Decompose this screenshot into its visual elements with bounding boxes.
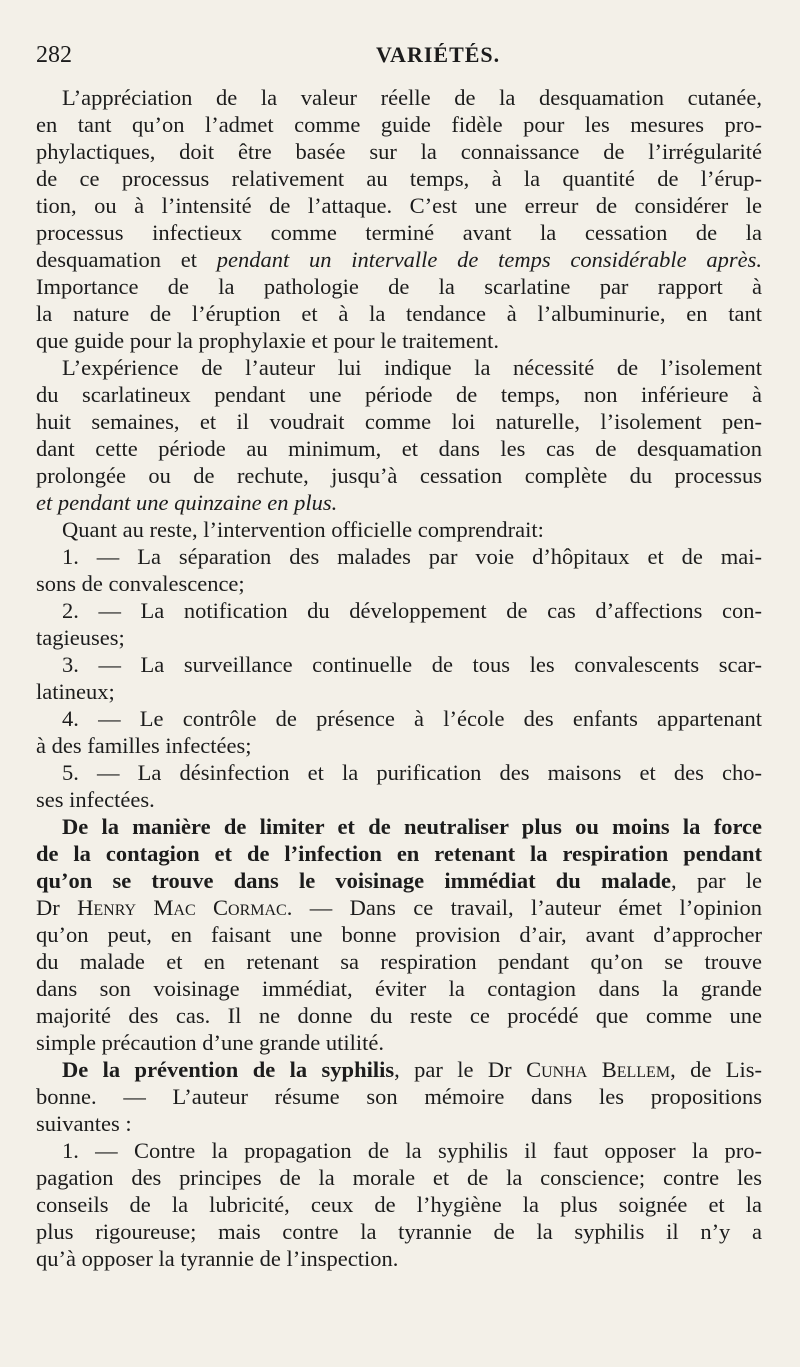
- text-segment: , par le: [671, 868, 762, 893]
- text-line: [36, 138, 762, 165]
- text-segment: 3. — La surveillance continuelle de tous les convalescents scar-: [62, 652, 762, 677]
- running-head: VARIÉTÉS.: [376, 42, 501, 67]
- text-segment: latineux;: [36, 679, 115, 704]
- text-line: [36, 462, 762, 489]
- text-segment: à des familles infectées;: [36, 733, 252, 758]
- text-segment: L’expérience de l’auteur lui indique la nécessité de l’isolement: [62, 355, 762, 380]
- text-line: [36, 894, 762, 921]
- text-segment: tion, ou à l’intensité de l’attaque. C’est une erreur de considérer le: [36, 193, 762, 218]
- text-line: [36, 759, 762, 786]
- page-header: [36, 42, 760, 72]
- text-segment: pagation des principes de la morale et de la conscience; contre les: [36, 1165, 762, 1190]
- text-line: [36, 1083, 762, 1110]
- text-line: [36, 570, 762, 597]
- text-segment: pendant un intervalle de temps considérable après.: [216, 247, 762, 272]
- text-segment: qu’on se trouve dans le voisinage immédiat du malade: [36, 868, 671, 893]
- text-segment: huit semaines, et il voudrait comme loi naturelle, l’isolement pen-: [36, 409, 762, 434]
- text-segment: du scarlatineux pendant une période de temps, non inférieure à: [36, 382, 762, 407]
- text-segment: conseils de la lubricité, ceux de l’hygiène la plus soignée et la: [36, 1192, 762, 1217]
- text-segment: 5. — La désinfection et la purification des maisons et des cho-: [62, 760, 762, 785]
- text-line: [36, 1056, 762, 1083]
- text-line: [36, 219, 762, 246]
- text-segment: . — Dans ce travail, l’auteur émet l’opinion: [286, 895, 762, 920]
- text-segment: phylactiques, doit être basée sur la connaissance de l’irrégularité: [36, 139, 762, 164]
- text-line: [36, 435, 762, 462]
- text-line: [36, 813, 762, 840]
- paragraph: [36, 84, 762, 354]
- text-line: [36, 840, 762, 867]
- text-segment: bonne. — L’auteur résume son mémoire dans les propositions: [36, 1084, 762, 1109]
- text-line: [36, 381, 762, 408]
- text-segment: prolongée ou de rechute, jusqu’à cessation complète du processus: [36, 463, 762, 488]
- paragraph: [36, 354, 762, 516]
- text-line: [36, 543, 762, 570]
- text-segment: qu’on peut, en faisant une bonne provision d’air, avant d’approcher: [36, 922, 762, 947]
- paragraph: [36, 759, 762, 813]
- text-line: [36, 1137, 762, 1164]
- text-segment: dans son voisinage immédiat, éviter la contagion dans la grande: [36, 976, 762, 1001]
- text-line: [36, 354, 762, 381]
- text-line: [36, 921, 762, 948]
- text-segment: suivantes :: [36, 1111, 132, 1136]
- text-line: [36, 84, 762, 111]
- text-line: [36, 327, 762, 354]
- text-segment: 2. — La notification du développement de cas d’affections con-: [62, 598, 762, 623]
- paragraph: [36, 516, 762, 543]
- text-segment: du malade et en retenant sa respiration pendant qu’on se trouve: [36, 949, 762, 974]
- text-line: [36, 273, 762, 300]
- text-line: [36, 165, 762, 192]
- text-segment: Dr: [36, 895, 78, 920]
- text-segment: Cunha Bellem: [526, 1057, 671, 1082]
- text-segment: simple précaution d’une grande utilité.: [36, 1030, 385, 1055]
- text-segment: , par le Dr: [394, 1057, 527, 1082]
- text-segment: la nature de l’éruption et à la tendance à l’albuminurie, en tant: [36, 301, 762, 326]
- text-line: [36, 111, 762, 138]
- text-line: [36, 408, 762, 435]
- text-line: [36, 597, 762, 624]
- text-segment: 1. — La séparation des malades par voie d’hôpitaux et de mai-: [62, 544, 762, 569]
- page-number: 282: [36, 42, 72, 68]
- text-line: [36, 192, 762, 219]
- text-segment: en tant qu’on l’admet comme guide fidèle pour les mesures pro-: [36, 112, 762, 137]
- text-segment: que guide pour la prophylaxie et pour le traitement.: [36, 328, 499, 353]
- text-segment: de la contagion et de l’infection en retenant la respiration pendant: [36, 841, 762, 866]
- text-line: [36, 1002, 762, 1029]
- body-text: [36, 84, 762, 1272]
- text-line: [36, 948, 762, 975]
- text-line: [36, 1110, 762, 1137]
- text-line: [36, 678, 762, 705]
- text-segment: sons de convalescence;: [36, 571, 245, 596]
- text-line: [36, 867, 762, 894]
- paragraph: [36, 651, 762, 705]
- text-segment: processus infectieux comme terminé avant la cessation de la: [36, 220, 762, 245]
- paragraph: [36, 1056, 762, 1137]
- text-segment: desquamation et: [36, 247, 217, 272]
- text-line: [36, 732, 762, 759]
- text-line: [36, 651, 762, 678]
- text-segment: majorité des cas. Il ne donne du reste ce procédé que comme une: [36, 1003, 762, 1028]
- text-line: [36, 786, 762, 813]
- text-segment: et pendant une quinzaine en plus.: [36, 490, 338, 515]
- text-line: [36, 516, 762, 543]
- text-segment: De la manière de limiter et de neutraliser plus ou moins la force: [62, 814, 762, 839]
- text-line: [36, 1164, 762, 1191]
- text-segment: qu’à opposer la tyrannie de l’inspection.: [36, 1246, 399, 1271]
- text-line: [36, 705, 762, 732]
- text-segment: , de Lis-: [670, 1057, 762, 1082]
- text-line: [36, 1029, 762, 1056]
- text-segment: 4. — Le contrôle de présence à l’école des enfants appartenant: [62, 706, 762, 731]
- text-segment: Importance de la pathologie de la scarlatine par rapport à: [36, 274, 762, 299]
- text-line: [36, 1218, 762, 1245]
- text-segment: plus rigoureuse; mais contre la tyrannie de la syphilis il n’y a: [36, 1219, 762, 1244]
- paragraph: [36, 705, 762, 759]
- text-segment: de ce processus relativement au temps, à la quantité de l’érup-: [36, 166, 762, 191]
- paragraph: [36, 813, 762, 1056]
- text-segment: dant cette période au minimum, et dans les cas de desquamation: [36, 436, 762, 461]
- text-line: [36, 246, 762, 273]
- text-segment: L’appréciation de la valeur réelle de la desquamation cutanée,: [62, 85, 762, 110]
- paragraph: [36, 597, 762, 651]
- text-segment: Henry Mac Cormac: [77, 895, 287, 920]
- text-line: [36, 624, 762, 651]
- text-line: [36, 300, 762, 327]
- text-line: [36, 975, 762, 1002]
- text-segment: ses infectées.: [36, 787, 155, 812]
- text-segment: 1. — Contre la propagation de la syphilis il faut opposer la pro-: [62, 1138, 762, 1163]
- text-segment: tagieuses;: [36, 625, 125, 650]
- text-line: [36, 489, 762, 516]
- text-segment: Quant au reste, l’intervention officielle comprendrait:: [62, 517, 544, 542]
- text-segment: De la prévention de la syphilis: [62, 1057, 395, 1082]
- paragraph: [36, 543, 762, 597]
- text-line: [36, 1245, 762, 1272]
- text-line: [36, 1191, 762, 1218]
- paragraph: [36, 1137, 762, 1272]
